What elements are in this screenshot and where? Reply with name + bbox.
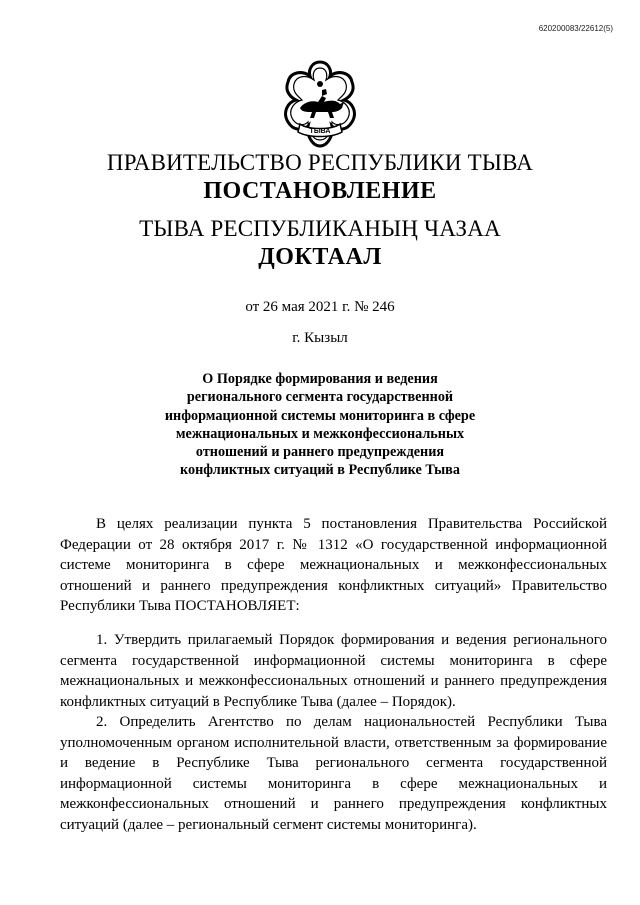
- preamble-paragraph: В целях реализации пункта 5 постановления Правительства Российской Федерации от 28 октября 2017 г. № 1312 «О государственной информационной системе мониторинга в сфере межнациональных и межконфессиональных отношений и раннего предупреждения конфликтных ситуаций» Правительство Республики Тыва ПОСТАНОВЛЯЕТ:: [60, 516, 607, 614]
- subject-line: регионального сегмента государственной: [186, 389, 454, 406]
- document-type: ПОСТАНОВЛЕНИЕ: [203, 178, 437, 204]
- government-title-tyvan: ТЫВА РЕСПУБЛИКАНЫҢ ЧАЗАА: [139, 216, 501, 241]
- document-type-tyvan: ДОКТААЛ: [258, 244, 382, 270]
- clause-2-paragraph: 2. Определить Агентство по делам национальностей Республики Тыва уполномоченным органом исполнительной власти, ответственным за формирование и ведение в Республике Тыва регионального сегмента государственной информационной системы мониторинга в сфере межнациональных и межконфессиональных отношений и раннего предупреждения конфликтных ситуаций (далее – региональный сегмент системы мониторинга).: [60, 714, 607, 833]
- city: г. Кызыл: [292, 330, 348, 346]
- emblem-text: ТЫВА: [309, 128, 331, 135]
- subject-line: отношений и раннего предупреждения: [195, 444, 445, 461]
- government-title: ПРАВИТЕЛЬСТВО РЕСПУБЛИКИ ТЫВА: [106, 150, 534, 175]
- tuva-coat-of-arms-icon: [272, 56, 368, 152]
- clause-1-paragraph: 1. Утвердить прилагаемый Порядок формирования и ведения регионального сегмента государственной информационной системы мониторинга в сфере межнациональных и межконфессиональных отношений и раннего предупреждения конфликтных ситуаций в Республике Тыва (далее – Порядок).: [60, 632, 607, 710]
- document-id: 620200083/22612(5): [538, 24, 613, 33]
- subject-line: информационной системы мониторинга в сфере: [164, 407, 476, 424]
- document-date-number: от 26 мая 2021 г. № 246: [245, 299, 395, 315]
- subject-line: межнациональных и межконфессиональных: [175, 425, 465, 442]
- document-subject: [120, 370, 520, 480]
- subject-line: О Порядке формирования и ведения: [202, 371, 438, 387]
- subject-line: конфликтных ситуаций в Республике Тыва: [180, 462, 460, 479]
